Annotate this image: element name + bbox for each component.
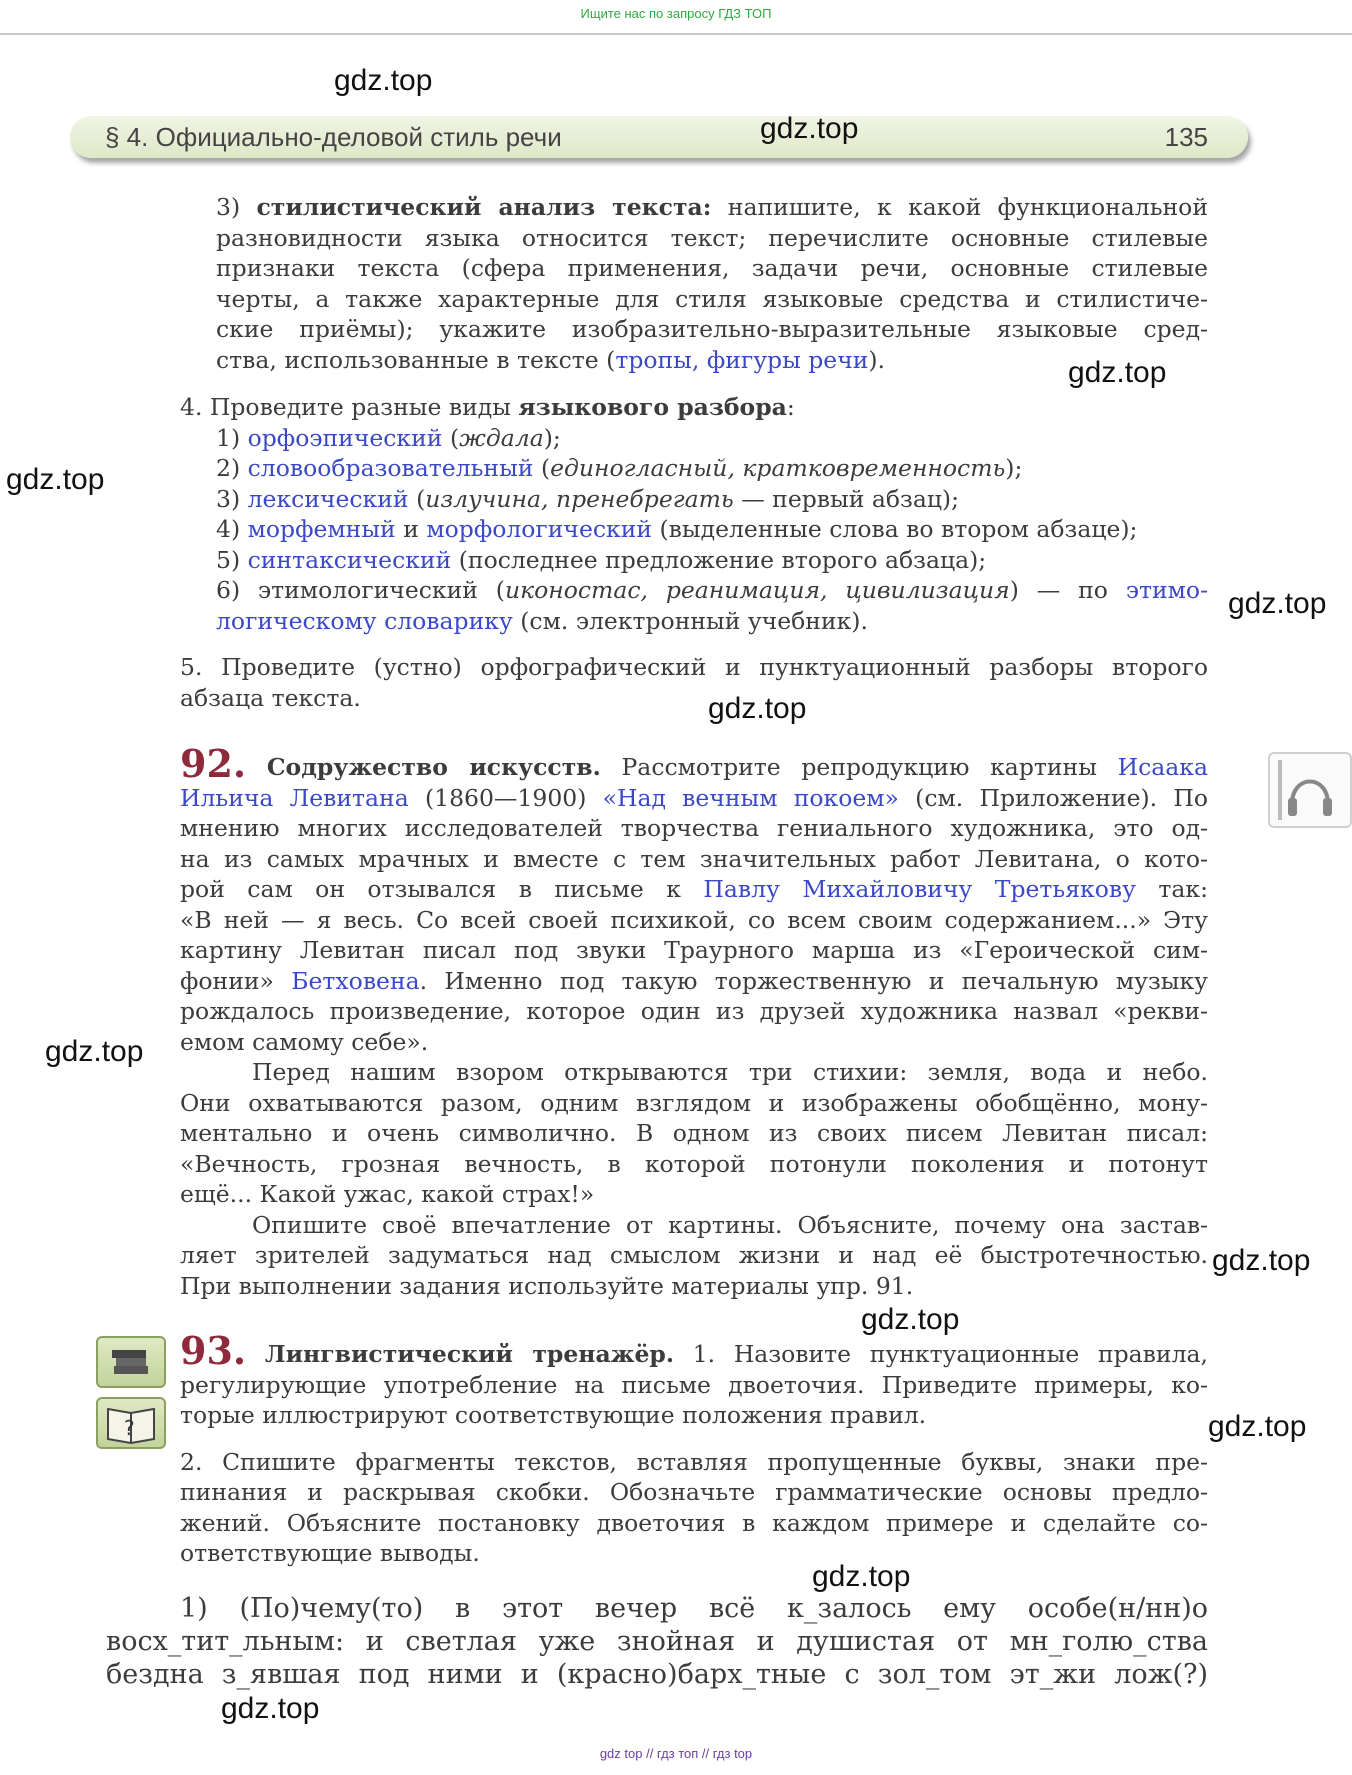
- ex93-p2-line-1: 2. Спишите фрагменты текстов, вставляя пропущенные буквы, знаки пре-: [180, 1447, 1208, 1476]
- ex93-line-3: торые иллюстрируют соответствующие положения правил.: [180, 1401, 927, 1429]
- ex92-line-3: мнению многих исследователей творчества гениального художника, это од-: [180, 814, 1208, 842]
- watermark: gdz.top: [1208, 1410, 1307, 1443]
- link-beethoven[interactable]: Бетховена: [291, 966, 420, 995]
- page-header: [70, 116, 1248, 158]
- svg-text:?: ?: [124, 1416, 135, 1440]
- task-4-row-3: 3) лексический (излучина, пренебрегать — первый абзац);: [216, 484, 960, 513]
- ex92-line-10: емом самому себе».: [180, 1027, 429, 1056]
- link-word-formation[interactable]: словообразовательный: [247, 454, 534, 482]
- ex93-sample-text: [106, 1592, 1208, 1691]
- ex92-p2-line-1: Перед нашим взором открываются три стихии: земля, вода и небо.: [252, 1058, 1208, 1086]
- link-morphological[interactable]: морфологический: [426, 515, 653, 543]
- item-3-line-2: разновидности языка относится текст; перечислите основные стилевые: [216, 223, 1208, 252]
- exercise-93: [180, 1328, 1208, 1569]
- link-tretyakov[interactable]: Павлу Михайловичу Третьякову: [703, 875, 1136, 903]
- link-lexical[interactable]: лексический: [247, 484, 409, 513]
- task-5-line-1: 5. Проведите (устно) орфографический и пунктуационный разборы второго: [180, 653, 1208, 681]
- link-painting[interactable]: «Над вечным покоем»: [602, 783, 899, 812]
- ex92-title: Содружество искусств.: [266, 753, 601, 781]
- item-3-block: [216, 192, 1208, 375]
- sample-line-3: бездна з_явшая под ними и (красно)барх_тные с зол_том эт_жи лож(?): [106, 1659, 1208, 1690]
- task-4-row-1: 1) орфоэпический (ждала);: [216, 423, 561, 452]
- task-4-block: [180, 392, 1208, 636]
- watermark: gdz.top: [6, 463, 105, 496]
- search-banner-text: Ищите нас по запросу ГДЗ ТОП: [580, 6, 772, 21]
- item-3-line-4: черты, а также характерные для стиля языковые средства и стилистиче-: [216, 284, 1208, 313]
- item-3-line-1: 3) стилистический анализ текста: напишите, к какой функциональной: [216, 193, 1208, 221]
- task-4-row-2: 2) словообразовательный (единогласный, кратковременность);: [216, 454, 1023, 482]
- section-title: § 4. Официально-деловой стиль речи: [105, 122, 562, 152]
- ex92-p2-line-3: ментально и очень символично. В одном из своих писем Левитан писал:: [180, 1119, 1208, 1147]
- task-4-row-7: логическому словарику (см. электронный учебник).: [216, 606, 868, 635]
- watermark: gdz.top: [708, 692, 807, 725]
- ex92-line-6: «В ней — я весь. Со всей своей психикой, со всем своим содержанием...» Эту: [180, 905, 1208, 934]
- watermark: gdz.top: [1212, 1244, 1311, 1277]
- watermark: gdz.top: [812, 1560, 911, 1593]
- item-3-line-3: признаки текста (сфера применения, задачи речи, основные стилевые: [216, 254, 1208, 282]
- watermark: gdz.top: [45, 1035, 144, 1068]
- headphones-icon: [1270, 754, 1350, 826]
- ex92-p3-line-2: ляет зрителей задуматься над смыслом жизни и над её быстротечностью.: [180, 1241, 1208, 1269]
- ex93-line-1: 93. Лингвистический тренажёр. 1. Назовите пунктуационные правила,: [180, 1328, 1208, 1373]
- ex92-p3-line-1: Опишите своё впечатление от картины. Объясните, почему она застав-: [252, 1210, 1208, 1239]
- watermark: gdz.top: [861, 1303, 960, 1336]
- exercise-92: [180, 741, 1208, 1301]
- task-5-block: [180, 652, 1208, 713]
- search-banner: [0, 0, 1352, 35]
- ex93-p2-line-4: ответствующие выводы.: [180, 1539, 480, 1567]
- task-5-line-2: абзаца текста.: [180, 683, 361, 712]
- link-etymology-dict[interactable]: этимо-: [1125, 576, 1209, 604]
- audio-tab[interactable]: [1268, 752, 1352, 828]
- ex92-line-7: картину Левитан писал под звуки Траурного марша из «Героической сим-: [180, 936, 1208, 964]
- question-book-icon: [96, 1397, 166, 1449]
- ex92-p3-line-3: При выполнении задания используйте материалы упр. 91.: [180, 1271, 914, 1300]
- link-tropes[interactable]: тропы, фигуры речи: [615, 345, 869, 374]
- ex92-p2-line-4: «Вечность, грозная вечность, в которой потонули поколения и потонут: [180, 1149, 1208, 1178]
- ex93-p2-line-2: пинания и раскрывая скобки. Обозначьте грамматические основы предло-: [180, 1478, 1208, 1506]
- sample-line-1: 1) (По)чему(то) в этот вечер всё к_залось ему особе(н/нн)о: [180, 1593, 1208, 1624]
- ex93-number: 93.: [180, 1328, 247, 1373]
- task-4-heading: 4. Проведите разные виды языкового разбора:: [180, 393, 795, 421]
- ex93-p2-line-3: жений. Объясните постановку двоеточия в каждом примере и сделайте со-: [180, 1508, 1208, 1537]
- ex92-line-8: фонии» Бетховена. Именно под такую торжественную и печальную музыку: [180, 966, 1208, 995]
- link-syntactic[interactable]: синтаксический: [247, 545, 452, 574]
- watermark: gdz.top: [1068, 356, 1167, 389]
- ex92-line-4: на из самых мрачных и вместе с тем значительных работ Левитана, о кото-: [180, 844, 1208, 873]
- ex92-p2-line-5: ещё... Какой ужас, какой страх!»: [180, 1180, 595, 1208]
- link-orthoepic[interactable]: орфоэпический: [247, 423, 443, 452]
- watermark: gdz.top: [221, 1692, 320, 1725]
- ex93-title: Лингвистический тренажёр.: [264, 1340, 675, 1368]
- watermark: gdz.top: [760, 112, 859, 145]
- link-levitan[interactable]: Исаака: [1117, 753, 1208, 781]
- item-3-line-5: ские приёмы); укажите изобразительно-выразительные языковые сред-: [216, 315, 1208, 343]
- watermark: gdz.top: [334, 64, 433, 97]
- ex92-line-9: рождалось произведение, которое один из друзей художника назвал «рекви-: [180, 997, 1208, 1025]
- books-icon: [96, 1336, 166, 1388]
- task-4-row-4: 4) морфемный и морфологический (выделенные слова во втором абзаце);: [216, 515, 1138, 543]
- sample-line-2: восх_тит_льным: и светлая уже знойная и душистая от мн_голю_ства: [106, 1626, 1208, 1657]
- ex92-line-2: Ильича Левитана (1860—1900) «Над вечным покоем» (см. Приложение). По: [180, 783, 1208, 812]
- task-4-row-6: 6) этимологический (иконостас, реанимация, цивилизация) — по этимо-: [216, 576, 1209, 604]
- ex92-line-1: 92. Содружество искусств. Рассмотрите репродукцию картины Исаака: [180, 741, 1208, 786]
- link-etymology-dict-cont[interactable]: логическому словарику: [216, 606, 513, 635]
- task-4-row-5: 5) синтаксический (последнее предложение второго абзаца);: [216, 545, 987, 574]
- link-levitan-cont[interactable]: Ильича Левитана: [180, 783, 409, 812]
- ex92-line-5: рой сам он отзывался в письме к Павлу Михайловичу Третьякову так:: [180, 875, 1208, 903]
- footer-links: gdz top // гдз топ // гдз top: [599, 1746, 753, 1761]
- watermark: gdz.top: [1228, 587, 1327, 620]
- ex92-number: 92.: [180, 741, 247, 786]
- link-morphemic[interactable]: морфемный: [247, 515, 396, 543]
- ex92-p2-line-2: Они охватываются разом, одним взглядом и изображены обобщённо, мону-: [180, 1088, 1208, 1117]
- page-number: 135: [1164, 122, 1208, 152]
- ex93-line-2: регулирующие употребление на письме двоеточия. Приведите примеры, ко-: [180, 1370, 1208, 1399]
- item-3-line-6: ства, использованные в тексте (тропы, фигуры речи).: [216, 345, 886, 374]
